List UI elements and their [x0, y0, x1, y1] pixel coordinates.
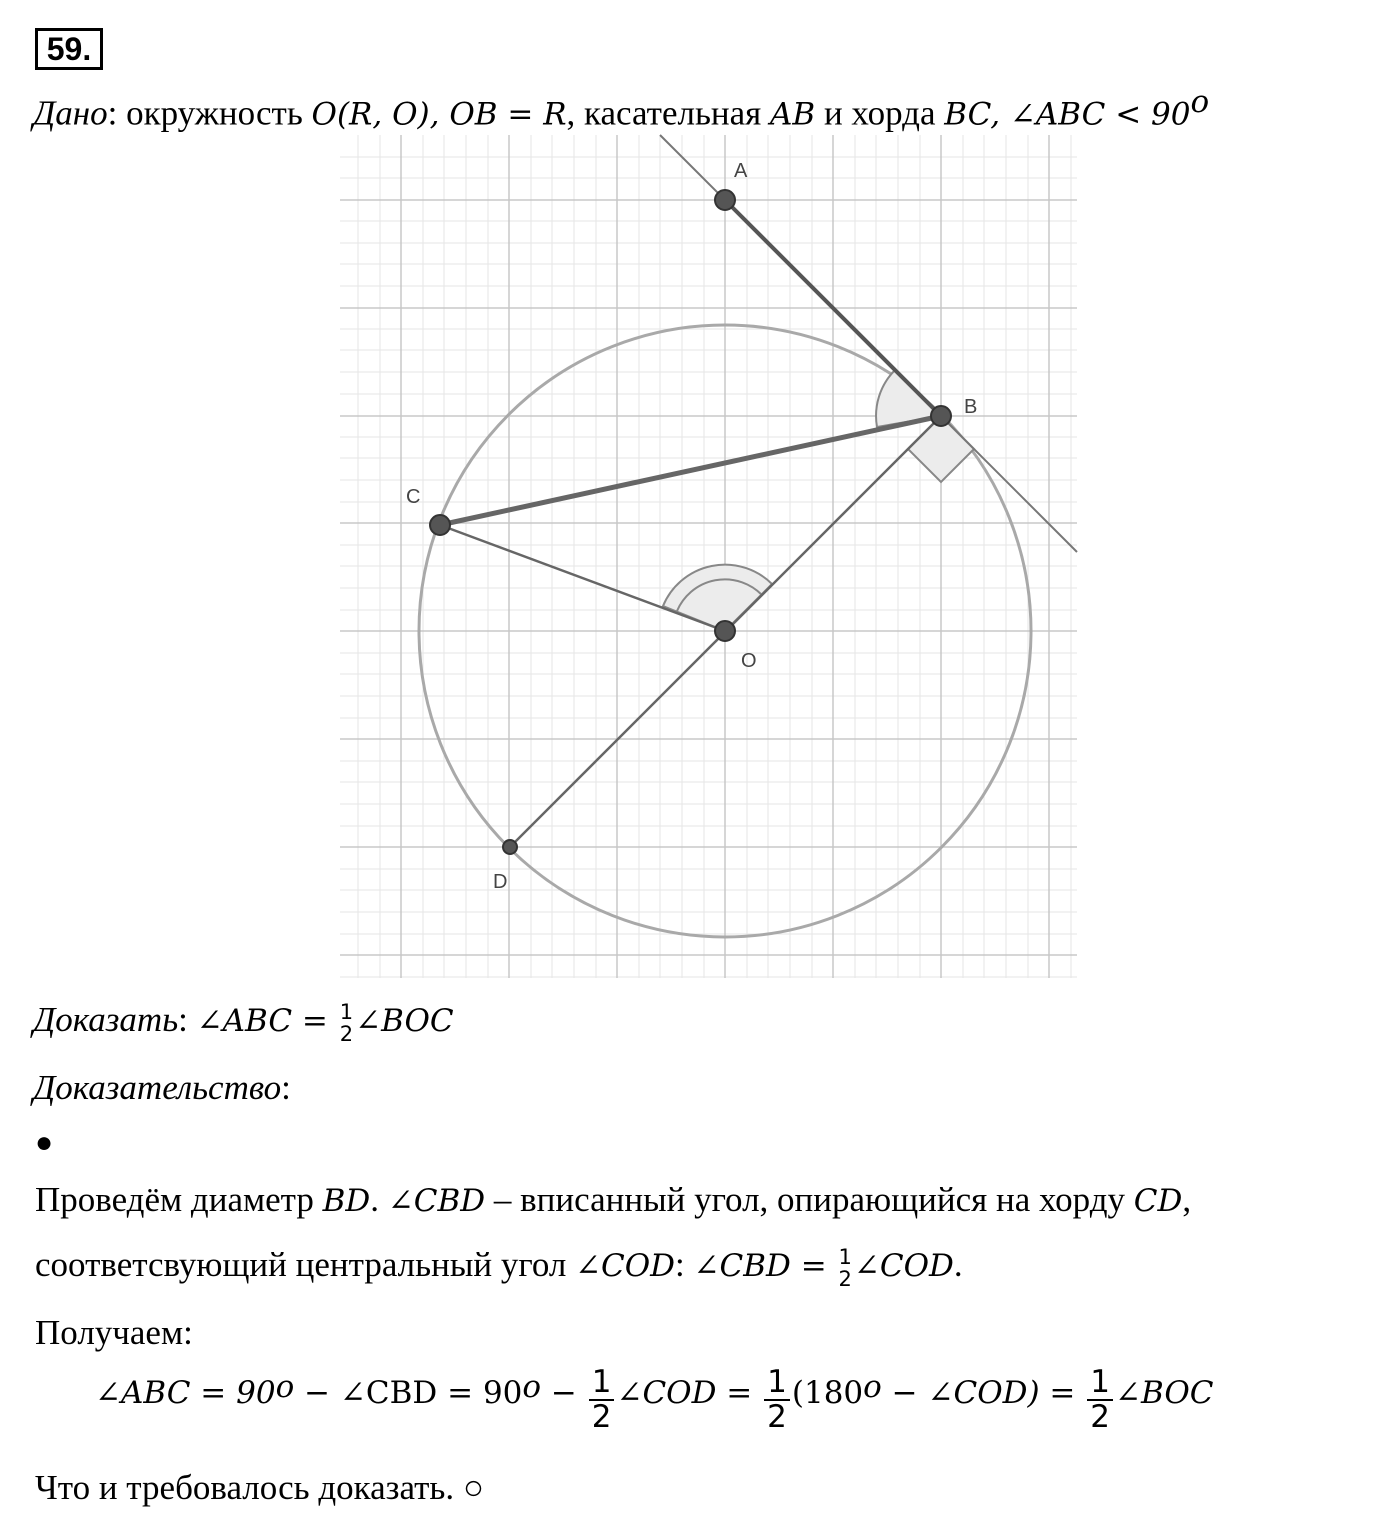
given-text-2: , касательная [566, 93, 771, 133]
eq-p3: − [541, 1375, 587, 1412]
line2-fraction [839, 1246, 852, 1290]
point-d [503, 840, 517, 854]
eq-frac-2 [764, 1366, 790, 1433]
eq-frac3-num: 1 [1087, 1366, 1113, 1401]
point-o [715, 621, 735, 641]
given-text-1: окружность [117, 93, 312, 133]
label-a: A [734, 160, 748, 182]
eq-frac-3 [1087, 1366, 1113, 1433]
eq-deg3: o [863, 1368, 882, 1405]
eq-frac1-den: 2 [591, 1398, 612, 1435]
eq-frac2-num: 1 [764, 1366, 790, 1401]
line1-math-cd: CD [1133, 1183, 1183, 1219]
line1-math-cbd: ∠CBD [387, 1183, 486, 1219]
task-number: 59. [35, 28, 103, 70]
given-math-chord: BC, ∠ABC < 90 [944, 96, 1191, 133]
prove-frac-den: 2 [339, 1021, 354, 1046]
given-label: Дано [33, 93, 108, 133]
point-c [430, 515, 450, 535]
eq-p7: ∠BOC [1114, 1375, 1214, 1412]
prove-rhs: ∠BOC [355, 1003, 454, 1039]
grid-minor [340, 135, 1077, 978]
label-c: C [406, 486, 421, 508]
conclusion-line: Что и требовалось доказать. ○ [35, 1468, 485, 1507]
eq-p2: − ∠CBD = 90 [294, 1375, 523, 1412]
point-b [931, 406, 951, 426]
eq-frac1-num: 1 [589, 1366, 615, 1401]
prove-label: Доказать [33, 1000, 179, 1039]
line2-text-c: . [953, 1245, 963, 1284]
prove-fraction [340, 1001, 353, 1045]
obtain-line: Получаем: [35, 1313, 193, 1352]
grid-major [340, 135, 1077, 978]
prove-lhs: ∠ABC = [196, 1003, 338, 1039]
eq-p4: ∠COD = [616, 1375, 763, 1412]
proof-label: Доказательство [33, 1068, 282, 1107]
line2-math-cbd: ∠CBD = [693, 1248, 837, 1284]
eq-frac3-den: 2 [1090, 1398, 1110, 1435]
proof-heading [33, 1068, 291, 1108]
line1-text-a: Проведём диаметр [35, 1180, 323, 1219]
proof-line-2 [35, 1245, 963, 1290]
prove-frac-num: 1 [339, 999, 354, 1024]
main-equation [95, 1366, 1213, 1433]
line1-text-c: – вписанный угол, опирающийся на хорду [485, 1180, 1134, 1219]
eq-p6: − ∠COD) = [881, 1375, 1086, 1412]
line1-math-bd: BD [322, 1183, 371, 1219]
prove-line [33, 1000, 454, 1045]
line1-text-b: . [370, 1180, 388, 1219]
proof-colon: : [281, 1068, 291, 1107]
angle-boc-marker [663, 565, 772, 631]
eq-deg1: o [275, 1368, 295, 1405]
line2-frac-den: 2 [838, 1266, 852, 1291]
eq-p5: (180 [791, 1375, 864, 1412]
point-a [715, 190, 735, 210]
given-math-tangent: AB [770, 96, 816, 133]
given-text-3: и хорда [815, 93, 945, 133]
line2-math-cod: ∠COD [575, 1248, 676, 1284]
given-degree: o [1190, 84, 1210, 120]
given-math-circle: O(R, O), OB = R [311, 96, 567, 133]
prove-colon: : [178, 1000, 197, 1039]
line2-text-b: : [675, 1245, 694, 1284]
label-o: O [741, 650, 757, 672]
given-colon: : [107, 93, 118, 133]
eq-frac2-den: 2 [767, 1398, 787, 1435]
eq-p1: ∠ABC = 90 [95, 1375, 276, 1412]
label-d: D [493, 871, 508, 893]
line2-math-cod-2: ∠COD [853, 1248, 954, 1284]
bullet: ● [35, 1126, 54, 1159]
line1-text-d: , [1182, 1180, 1192, 1219]
proof-line-1 [35, 1180, 1191, 1220]
eq-deg2: o [522, 1368, 542, 1405]
chord-bc [440, 416, 941, 525]
line2-text-a: соответсвующий центральный угол [35, 1245, 576, 1284]
line2-frac-num: 1 [838, 1244, 852, 1269]
label-b: B [964, 396, 978, 418]
eq-frac-1 [589, 1366, 615, 1433]
